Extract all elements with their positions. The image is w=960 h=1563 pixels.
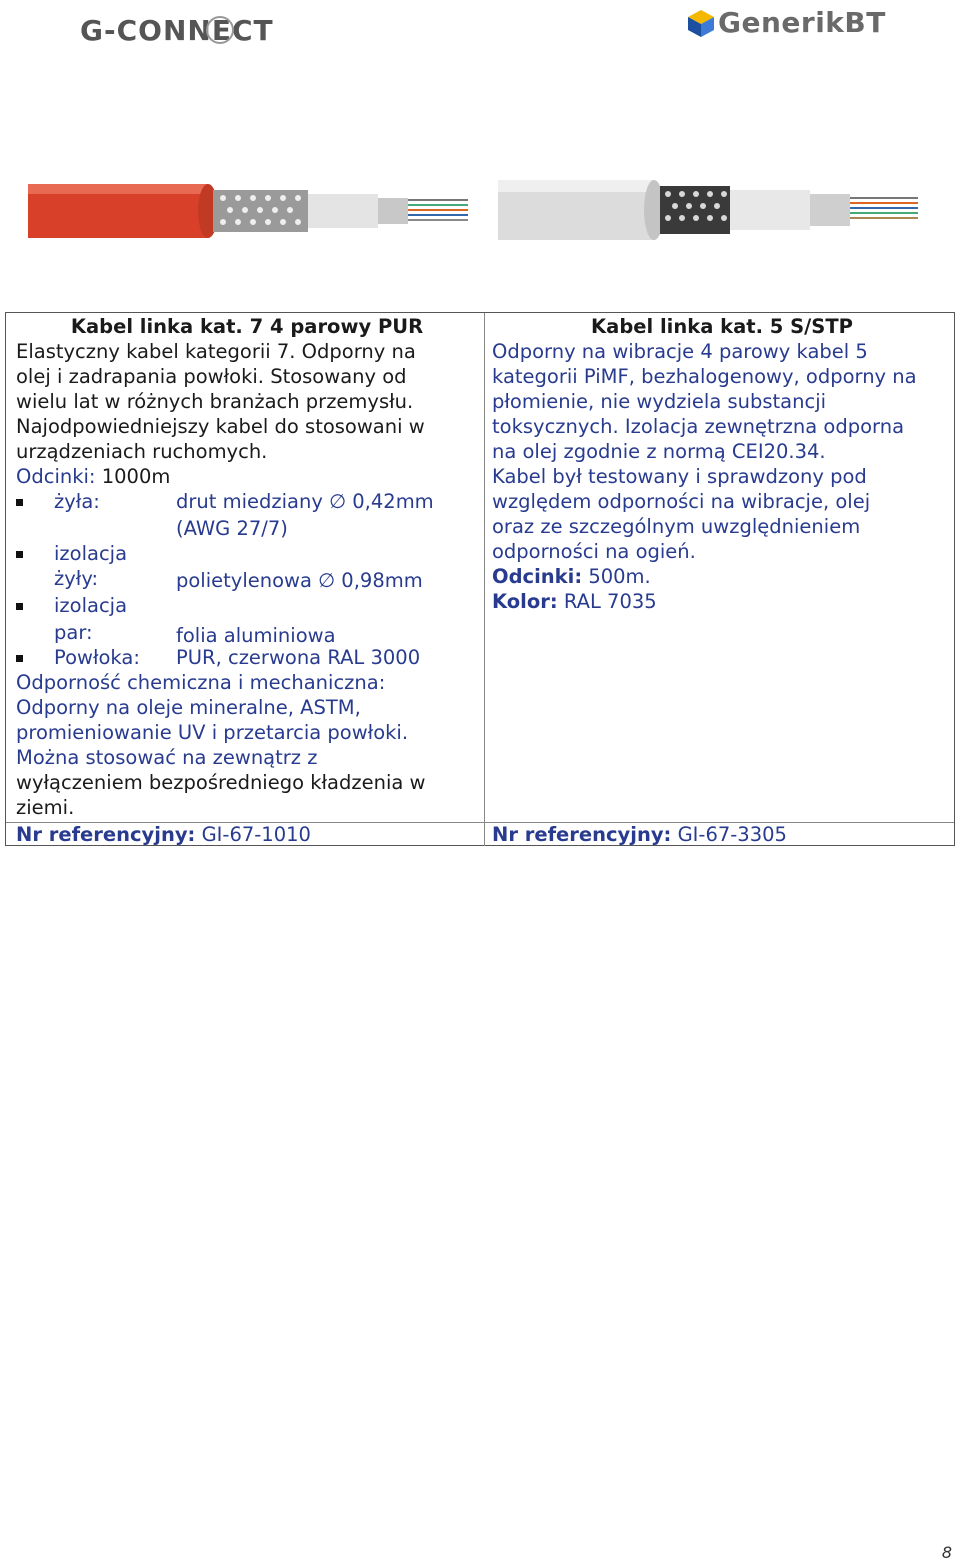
product-right-title: Kabel linka kat. 5 S/STP (591, 315, 853, 338)
spec-izolacja-zyly-cont (16, 566, 478, 593)
description-line: odporności na ogień. (492, 540, 696, 563)
spec-label: par: (54, 621, 93, 644)
odcinki-label: Odcinki: (492, 565, 583, 588)
product-right (492, 314, 952, 614)
column-divider (484, 313, 485, 823)
bullet-icon (16, 551, 23, 558)
column-divider-ref (484, 823, 485, 846)
extra-line: ziemi. (16, 796, 75, 819)
odcinki-row (16, 464, 478, 489)
bullet-icon (16, 603, 23, 610)
spec-powloka (16, 645, 478, 670)
product-left-title: Kabel linka kat. 7 4 parowy PUR (70, 315, 424, 338)
description-line: wielu lat w różnych branżach przemysłu. (16, 390, 414, 413)
description-line: kategorii PiMF, bezhalogenowy, odporny na (492, 365, 917, 388)
description-line: na olej zgodnie z normą CEI20.34. (492, 440, 826, 463)
description-line: oraz ze szczególnym uwzględnieniem (492, 515, 861, 538)
description-line: urządzeniach ruchomych. (16, 440, 268, 463)
spec-label: żyła: (54, 490, 100, 513)
reference-label: Nr referencyjny: (492, 823, 672, 846)
description-line: toksycznych. Izolacja zewnętrzna odporna (492, 415, 905, 438)
extra-line: Odporność chemiczna i mechaniczna: (16, 671, 386, 694)
kolor-label: Kolor: (492, 590, 558, 613)
product-table (5, 312, 955, 846)
description-line: Najodpowiedniejszy kabel do stosowani w (16, 415, 425, 438)
spec-izolacja-par-cont (16, 618, 478, 645)
spec-zyla-cont (16, 514, 478, 541)
spec-value: (AWG 27/7) (176, 517, 288, 540)
product-left (16, 314, 478, 820)
description-line: olej i zadrapania powłoki. Stosowany od (16, 365, 407, 388)
reference-left (16, 823, 311, 846)
extra-line: promieniowanie UV i przetarcia powłoki. (16, 721, 409, 744)
spec-label: izolacja (54, 542, 128, 565)
odcinki-label: Odcinki: (16, 465, 96, 488)
spec-label: Powłoka: (54, 646, 140, 669)
extra-line: wyłączeniem bezpośredniego kładzenia w (16, 771, 426, 794)
description-line: Odporny na wibracje 4 parowy kabel 5 (492, 340, 868, 363)
kolor-value: RAL 7035 (563, 590, 657, 613)
cable-image-red (28, 168, 470, 254)
bullet-icon (16, 655, 23, 662)
odcinki-value: 500m. (588, 565, 651, 588)
reference-right (492, 823, 787, 846)
spec-izolacja-par (16, 593, 478, 618)
reference-label: Nr referencyjny: (16, 823, 196, 846)
page-number: 8 (941, 1543, 952, 1562)
cube-icon (686, 8, 716, 38)
spec-value: drut miedziany ∅ 0,42mm (176, 490, 434, 513)
description-line: płomienie, nie wydziela substancji (492, 390, 827, 413)
description-line: Kabel był testowany i sprawdzony pod (492, 465, 867, 488)
spec-label: izolacja (54, 594, 128, 617)
bullet-icon (16, 499, 23, 506)
odcinki-row (492, 564, 952, 589)
spec-izolacja-zyly (16, 541, 478, 566)
spec-zyla (16, 489, 478, 514)
odcinki-value: 1000m (101, 465, 171, 488)
spec-label: żyły: (54, 567, 99, 590)
spec-value: polietylenowa ∅ 0,98mm (176, 569, 423, 592)
generikbt-logo (686, 4, 946, 44)
extra-line: Odporny na oleje mineralne, ASTM, (16, 696, 361, 719)
generikbt-logo-text: GenerikBT (718, 6, 886, 39)
g-connect-logo (80, 6, 320, 50)
g-connect-logo-text: G-CONNECT (80, 14, 274, 47)
cable-image-grey (498, 168, 922, 254)
reference-value: GI-67-1010 (201, 823, 311, 846)
reference-value: GI-67-3305 (677, 823, 787, 846)
spec-value: folia aluminiowa (176, 624, 336, 647)
extra-line: Można stosować na zewnątrz z (16, 746, 318, 769)
description-line: względem odporności na wibracje, olej (492, 490, 871, 513)
description-line: Elastyczny kabel kategorii 7. Odporny na (16, 340, 416, 363)
kolor-row (492, 589, 952, 614)
spec-value: PUR, czerwona RAL 3000 (176, 646, 421, 669)
